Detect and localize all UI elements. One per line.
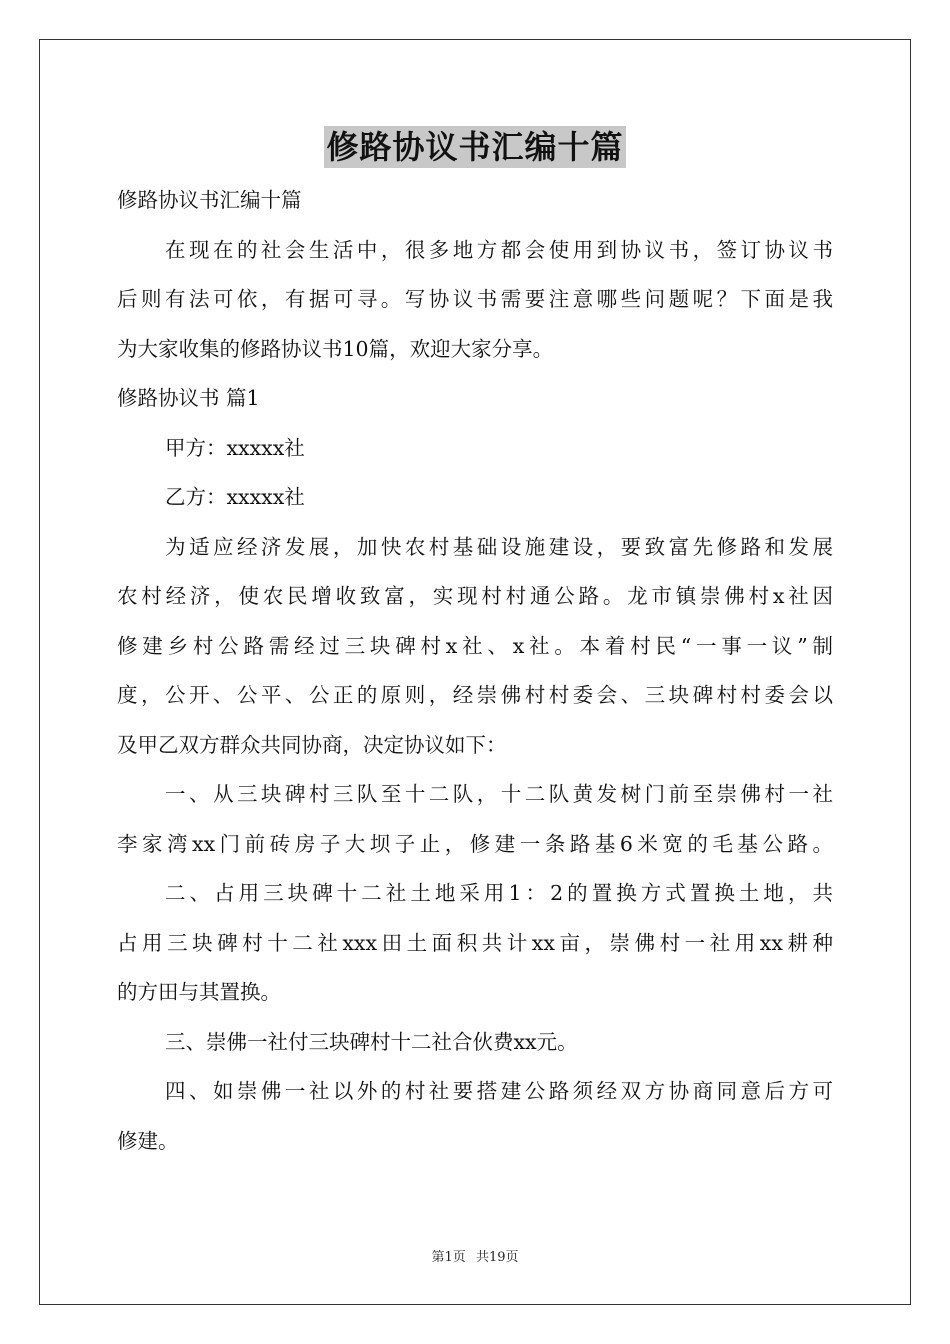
- text-line: 二、占用三块碑十二社土地采用1：2的置换方式置换土地，共: [165, 881, 833, 905]
- text-line: 三、崇佛一社付三块碑村十二社合伙费xx元。: [165, 1029, 578, 1054]
- text-line: 及甲乙双方群众共同协商，决定协议如下：: [117, 732, 507, 757]
- page-footer: [0, 1246, 950, 1265]
- text-line: 农村经济，使农民增收致富，实现村村通公路。龙市镇崇佛村x社因: [117, 584, 833, 608]
- text-line: 为适应经济发展，加快农村基础设施建设，要致富先修路和发展: [165, 534, 833, 559]
- text-line: 的方田与其置换。: [117, 980, 281, 1004]
- text-line: 四、如崇佛一社以外的村社要搭建公路须经双方协商同意后方可: [165, 1079, 833, 1103]
- text-line: 度，公开、公平、公正的原则，经崇佛村村委会、三块碑村村委会以: [117, 683, 833, 707]
- text-line: 在现在的社会生活中，很多地方都会使用到协议书，签订协议书: [165, 237, 833, 262]
- text-line: 甲方：xxxxx社: [165, 435, 305, 460]
- text-line: 为大家收集的修路协议书10篇，欢迎大家分享。: [117, 336, 554, 361]
- text-line: 李家湾xx门前砖房子大坝子止，修建一条路基6米宽的毛基公路。: [117, 831, 833, 856]
- text-line: 乙方：xxxxx社: [165, 485, 305, 509]
- text-line: 修路协议书汇编十篇: [117, 188, 302, 212]
- text-line: 修建。: [117, 1128, 179, 1153]
- text-line: 占用三块碑村十二社xxx田土面积共计xx亩，崇佛村一社用xx耕种: [117, 930, 833, 955]
- text-line: 后则有法可依，有据可寻。写协议书需要注意哪些问题呢？下面是我: [117, 287, 833, 311]
- text-line: 修建乡村公路需经过三块碑村x社、x社。本着村民“一事一议”制: [117, 633, 833, 658]
- text-line: 修路协议书 篇1: [117, 386, 260, 410]
- page-total: 共19页: [475, 1250, 519, 1265]
- document-title: 修路协议书汇编十篇: [326, 128, 624, 166]
- page-number: 第1页: [431, 1250, 466, 1265]
- document-body: [117, 176, 833, 1166]
- text-line: 一、从三块碑村三队至十二队，十二队黄发树门前至崇佛村一社: [165, 782, 833, 806]
- title-container: [0, 126, 950, 168]
